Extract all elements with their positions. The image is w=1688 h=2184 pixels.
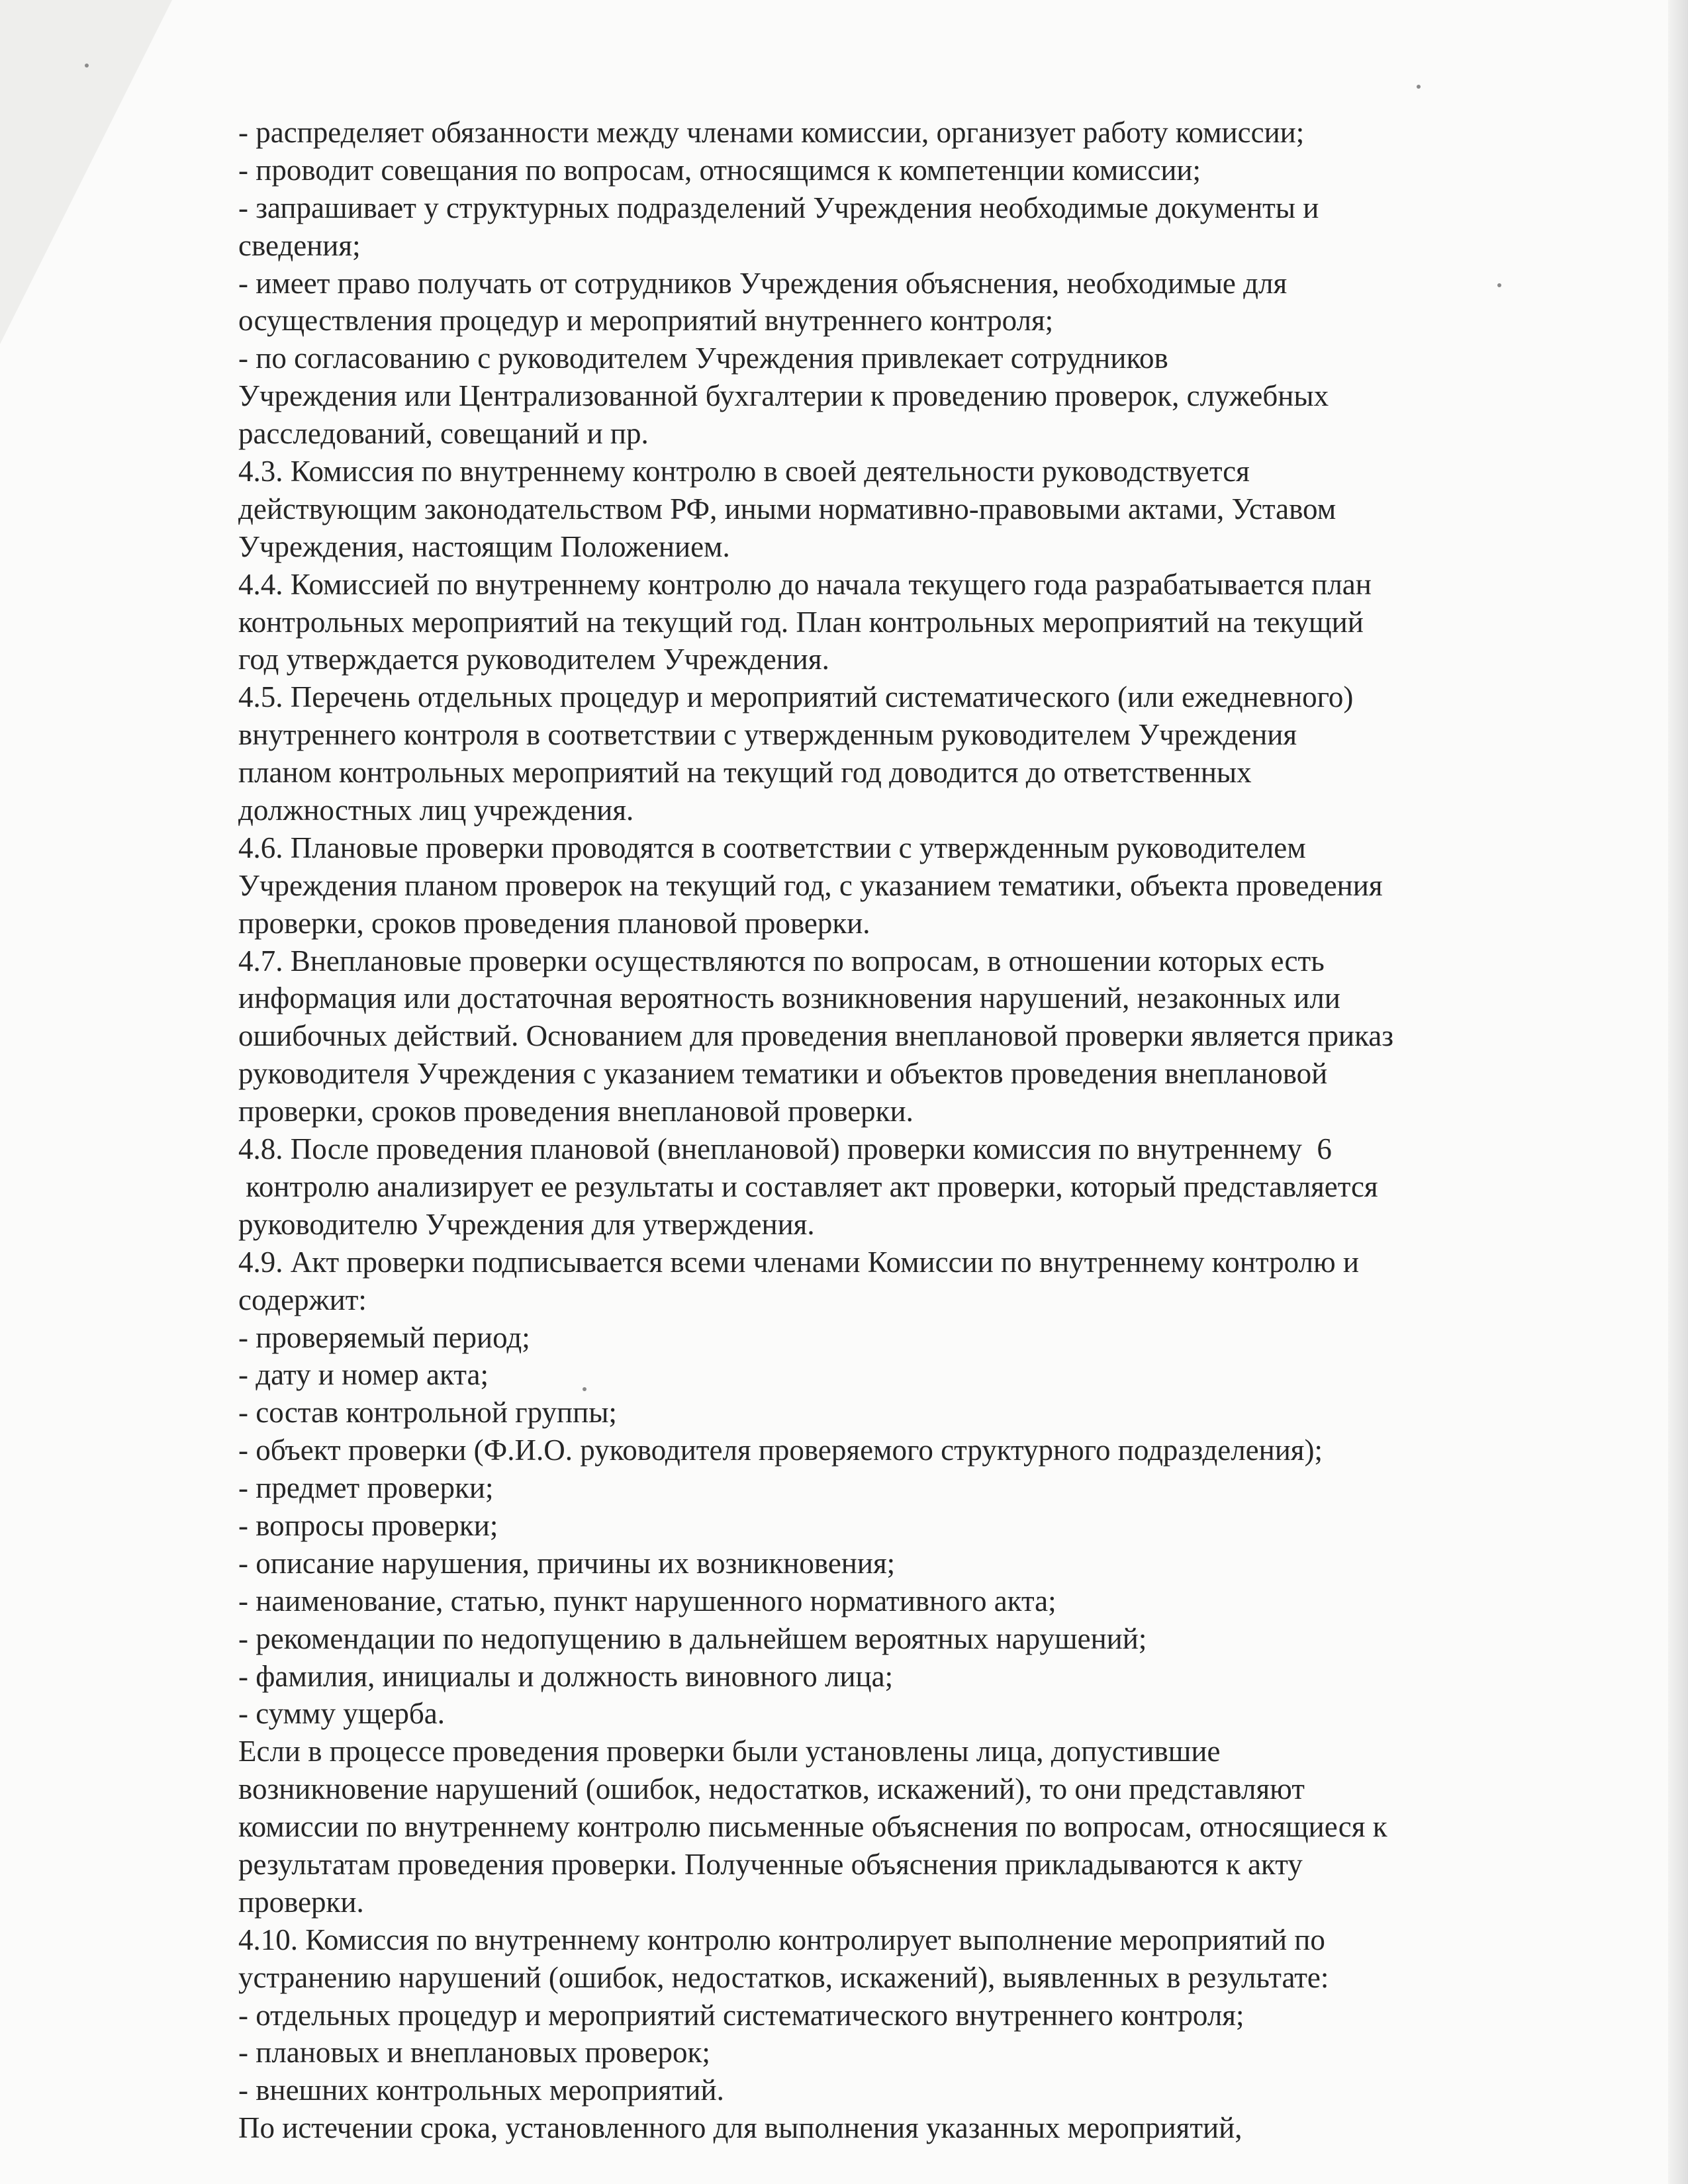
- text-line: - состав контрольной группы;: [238, 1396, 617, 1430]
- text-line: 4.4. Комиссией по внутреннему контролю до начала текущего года разрабатывается план: [238, 567, 1372, 601]
- text-line: год утверждается руководителем Учреждения.: [238, 643, 829, 676]
- page-edge-shadow: [1668, 0, 1688, 2184]
- document-body: [238, 114, 1529, 2147]
- text-line: устранению нарушений (ошибок, недостатков, искажений), выявленных в результате:: [238, 1960, 1329, 1994]
- text-line: проверки.: [238, 1885, 364, 1919]
- text-line: 4.9. Акт проверки подписывается всеми членами Комиссии по внутреннему контролю и: [238, 1245, 1359, 1279]
- text-line: - наименование, статью, пункт нарушенного нормативного акта;: [238, 1584, 1056, 1617]
- scan-speck: [85, 64, 89, 68]
- text-line: 4.6. Плановые проверки проводятся в соответствии с утвержденным руководителем: [238, 831, 1306, 864]
- text-line: - сумму ущерба.: [238, 1697, 445, 1731]
- text-line: 4.7. Внеплановые проверки осуществляются по вопросам, в отношении которых есть: [238, 944, 1325, 978]
- text-line: внутреннего контроля в соответствии с утвержденным руководителем Учреждения: [238, 718, 1297, 752]
- text-line: 4.5. Перечень отдельных процедур и мероприятий систематического (или ежедневного): [238, 680, 1354, 714]
- text-line: - вопросы проверки;: [238, 1508, 498, 1542]
- text-line: - предмет проверки;: [238, 1471, 494, 1505]
- text-line: сведения;: [238, 228, 361, 262]
- text-line: - внешних контрольных мероприятий.: [238, 2073, 724, 2107]
- text-line: контрольных мероприятий на текущий год. План контрольных мероприятий на текущий: [238, 605, 1364, 639]
- text-line: планом контрольных мероприятий на текущий год доводится до ответственных: [238, 756, 1252, 790]
- text-line: - по согласованию с руководителем Учреждения привлекает сотрудников: [238, 341, 1168, 375]
- text-line: - распределяет обязанности между членами комиссии, организует работу комиссии;: [238, 116, 1305, 149]
- text-line: осуществления процедур и мероприятий внутреннего контроля;: [238, 304, 1054, 338]
- text-line: проверки, сроков проведения плановой проверки.: [238, 906, 870, 940]
- text-line: Учреждения планом проверок на текущий год, с указанием тематики, объекта проведения: [238, 868, 1383, 902]
- scan-speck: [1417, 85, 1421, 89]
- text-line: содержит:: [238, 1283, 367, 1316]
- text-line: - фамилия, инициалы и должность виновного лица;: [238, 1659, 894, 1693]
- text-line: должностных лиц учреждения.: [238, 794, 634, 827]
- text-line: 4.3. Комиссия по внутреннему контролю в своей деятельности руководствуется: [238, 455, 1250, 488]
- text-line: - объект проверки (Ф.И.О. руководителя проверяемого структурного подразделения);: [238, 1433, 1323, 1467]
- folded-corner: [0, 0, 172, 344]
- text-line: расследований, совещаний и пр.: [238, 417, 649, 451]
- text-line: - плановых и внеплановых проверок;: [238, 2036, 710, 2070]
- text-line: руководителя Учреждения с указанием тематики и объектов проведения внеплановой: [238, 1057, 1328, 1091]
- text-line: действующим законодательством РФ, иными нормативно-правовыми актами, Уставом: [238, 492, 1336, 525]
- text-line: - имеет право получать от сотрудников Учреждения объяснения, необходимые для: [238, 266, 1288, 300]
- text-line: ошибочных действий. Основанием для проведения внеплановой проверки является приказ: [238, 1019, 1394, 1053]
- text-line: По истечении срока, установленного для выполнения указанных мероприятий,: [238, 2111, 1243, 2145]
- text-line: возникновение нарушений (ошибок, недостатков, искажений), то они представляют: [238, 1772, 1305, 1806]
- text-line: Если в процессе проведения проверки были установлены лица, допустившие: [238, 1735, 1221, 1768]
- text-line: Учреждения или Централизованной бухгалтерии к проведению проверок, служебных: [238, 379, 1329, 413]
- text-line: - описание нарушения, причины их возникновения;: [238, 1546, 896, 1580]
- text-line: 4.10. Комиссия по внутреннему контролю контролирует выполнение мероприятий по: [238, 1923, 1325, 1956]
- text-line: контролю анализирует ее результаты и составляет акт проверки, который представляется: [238, 1169, 1378, 1203]
- text-line: руководителю Учреждения для утверждения.: [238, 1207, 815, 1241]
- text-line: результатам проведения проверки. Полученные объяснения прикладываются к акту: [238, 1847, 1303, 1881]
- text-line: - отдельных процедур и мероприятий систематического внутреннего контроля;: [238, 1998, 1244, 2032]
- text-line: - проводит совещания по вопросам, относящимся к компетенции комиссии;: [238, 153, 1201, 187]
- text-line: - дату и номер акта;: [238, 1358, 489, 1392]
- text-line: - рекомендации по недопущению в дальнейшем вероятных нарушений;: [238, 1621, 1147, 1655]
- text-line: Учреждения, настоящим Положением.: [238, 529, 730, 563]
- text-line: - запрашивает у структурных подразделений Учреждения необходимые документы и: [238, 191, 1319, 224]
- text-line: - проверяемый период;: [238, 1320, 530, 1354]
- text-line: информация или достаточная вероятность возникновения нарушений, незаконных или: [238, 981, 1340, 1015]
- text-line: 4.8. После проведения плановой (внеплановой) проверки комиссия по внутреннему 6: [238, 1132, 1332, 1166]
- text-line: проверки, сроков проведения внеплановой проверки.: [238, 1095, 914, 1128]
- text-line: комиссии по внутреннему контролю письменные объяснения по вопросам, относящиеся к: [238, 1810, 1387, 1844]
